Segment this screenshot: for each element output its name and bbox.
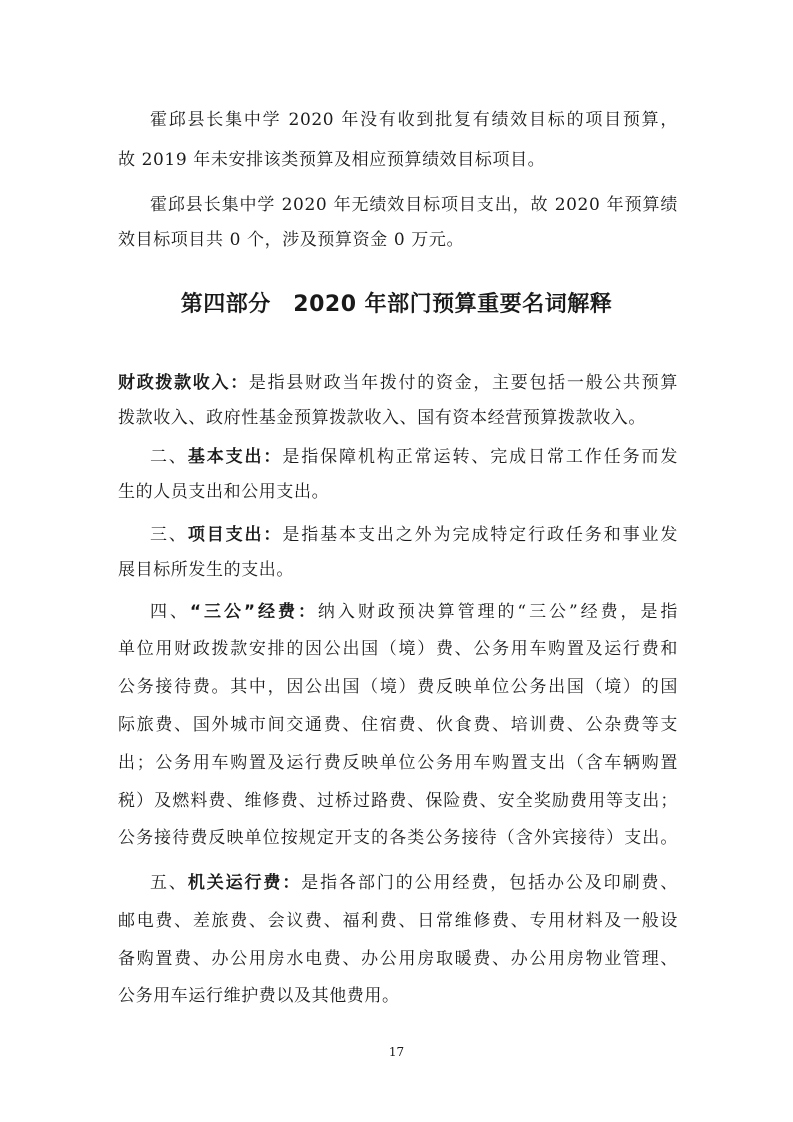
term-5-line-1 [150, 871, 678, 895]
section-heading: 第四部分 2020 年部门预算重要名词解释 [180, 292, 613, 317]
term-1-line-2: 拨款收入、政府性基金预算拨款收入、国有资本经营预算拨款收入。 [118, 408, 646, 428]
term-4-prefix: 四、 [150, 602, 190, 622]
term-1-label: 财政拨款收入： [118, 373, 249, 393]
term-2-line-2: 生的人员支出和公用支出。 [118, 482, 330, 502]
term-3-prefix: 三、 [150, 525, 188, 545]
term-2-prefix: 二、 [150, 447, 188, 467]
term-5-line-3: 备购置费、办公用房水电费、办公用房取暖费、办公用房物业管理、 [118, 949, 678, 969]
term-5-label: 机关运行费： [187, 873, 302, 893]
term-4-line-1 [150, 600, 678, 624]
term-4-label: “三公”经费： [189, 602, 318, 622]
term-3-line-1 [150, 523, 678, 547]
term-5-line-4: 公务用车运行维护费以及其他费用。 [118, 986, 400, 1006]
term-4-line-6: 税）及燃料费、维修费、过桥过路费、保险费、安全奖励费用等支出； [118, 791, 678, 811]
intro-paragraph-2-line-2: 效目标项目共 0 个，涉及预算资金 0 万元。 [118, 230, 465, 250]
term-3-label: 项目支出： [187, 525, 283, 545]
term-4-line-7: 公务接待费反映单位按规定开支的各类公务接待（含外宾接待）支出。 [118, 828, 678, 848]
page-number: 17 [388, 1045, 405, 1059]
term-4-line-2: 单位用财政拨款安排的因公出国（境）费、公务用车购置及运行费和 [118, 639, 678, 659]
term-5-line-2: 邮电费、差旅费、会议费、福利费、日常维修费、专用材料及一般设 [118, 911, 678, 931]
term-1-definition: 是指县财政当年拨付的资金，主要包括一般公共预算 [248, 373, 678, 393]
term-5-definition: 是指各部门的公用经费，包括办公及印刷费、 [301, 873, 678, 893]
term-2-definition: 是指保障机构正常运转、完成日常工作任务而发 [282, 447, 679, 467]
intro-paragraph-1-line-2: 故 2019 年未安排该类预算及相应预算绩效目标项目。 [118, 150, 546, 170]
term-2-label: 基本支出： [187, 447, 283, 467]
term-2-line-1 [150, 445, 678, 469]
term-4-definition: 纳入财政预决算管理的“三公”经费，是指 [317, 602, 679, 622]
intro-paragraph-1-line-1: 霍邱县长集中学 2020 年没有收到批复有绩效目标的项目预算， [150, 110, 678, 130]
term-4-line-3: 公务接待费。其中，因公出国（境）费反映单位公务出国（境）的国 [118, 677, 678, 697]
term-5-prefix: 五、 [150, 873, 188, 893]
term-3-line-2: 展目标所发生的支出。 [118, 560, 294, 580]
term-4-line-4: 际旅费、国外城市间交通费、住宿费、伙食费、培训费、公杂费等支 [118, 715, 678, 735]
intro-paragraph-2-line-1: 霍邱县长集中学 2020 年无绩效目标项目支出，故 2020 年预算绩 [150, 195, 678, 215]
term-3-definition: 是指基本支出之外为完成特定行政任务和事业发 [282, 525, 679, 545]
term-1-line-1 [118, 371, 678, 395]
term-4-line-5: 出；公务用车购置及运行费反映单位公务用车购置支出（含车辆购置 [118, 753, 678, 773]
